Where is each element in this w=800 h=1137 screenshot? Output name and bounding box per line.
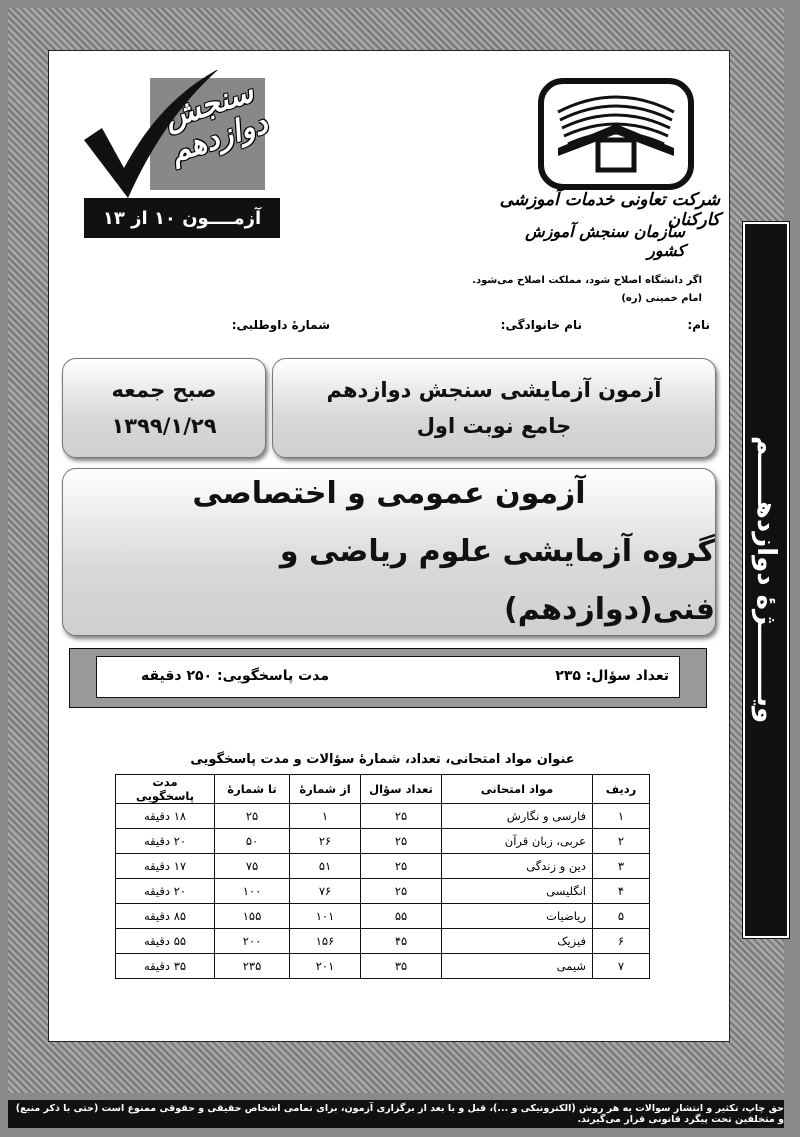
table-cell: ۲۰۱ bbox=[290, 954, 361, 979]
table-cell: عربی، زبان قرآن bbox=[442, 829, 593, 854]
table-cell: ۱ bbox=[290, 804, 361, 829]
subjects-table bbox=[115, 774, 650, 979]
exam-date-box bbox=[62, 358, 266, 458]
table-cell: فارسی و نگارش bbox=[442, 804, 593, 829]
col-row: ردیف bbox=[593, 775, 650, 804]
table-row bbox=[116, 904, 650, 929]
checkmark-icon bbox=[80, 70, 280, 200]
table-cell: ۱ bbox=[593, 804, 650, 829]
exam-title: آزمون آزمایشی سنجش دوازدهم bbox=[326, 378, 662, 402]
table-cell: ۲۰ دقیقه bbox=[116, 879, 215, 904]
table-cell: ۲۵ bbox=[361, 804, 442, 829]
table-cell: ۵ bbox=[593, 904, 650, 929]
table-cell: انگلیسی bbox=[442, 879, 593, 904]
exam-title-box bbox=[272, 358, 716, 458]
table-row bbox=[116, 804, 650, 829]
table-cell: ۱۷ دقیقه bbox=[116, 854, 215, 879]
col-from: از شمارهٔ bbox=[290, 775, 361, 804]
candidate-number-label: شمارهٔ داوطلبی: bbox=[231, 318, 330, 332]
table-cell: فیزیک bbox=[442, 929, 593, 954]
family-field-label: نام خانوادگی: bbox=[500, 318, 582, 332]
table-cell: ۳۵ bbox=[361, 954, 442, 979]
table-cell: ۴ bbox=[593, 879, 650, 904]
table-cell: ۱۵۵ bbox=[215, 904, 290, 929]
table-row bbox=[116, 854, 650, 879]
grade-banner-text: ویــــــــژهٔ دوازدهـــــم bbox=[751, 436, 781, 724]
table-cell: ۲۵ bbox=[361, 829, 442, 854]
table-cell: ۴۵ bbox=[361, 929, 442, 954]
exam-group-box bbox=[62, 468, 716, 636]
table-cell: ۲۵ bbox=[215, 804, 290, 829]
col-duration: مدت پاسخگویی bbox=[116, 775, 215, 804]
table-cell: ۳۵ دقیقه bbox=[116, 954, 215, 979]
organization-name: شرکت تعاونی خدمات آموزشی کارکنان bbox=[499, 190, 720, 230]
quote bbox=[440, 272, 702, 308]
table-caption: عنوان مواد امتحانی، تعداد، شمارهٔ سؤالات و مدت پاسخگویی bbox=[190, 752, 575, 767]
table-cell: دین و زندگی bbox=[442, 854, 593, 879]
col-count: تعداد سؤال bbox=[361, 775, 442, 804]
exam-subtitle: جامع نوبت اول bbox=[416, 414, 572, 438]
table-row bbox=[116, 954, 650, 979]
table-cell: ۱۵۶ bbox=[290, 929, 361, 954]
info-box bbox=[96, 656, 680, 698]
logo-title: سنجش دوازدهم bbox=[159, 74, 272, 170]
table-cell: ۱۰۱ bbox=[290, 904, 361, 929]
quote-author: امام خمینی (ره) bbox=[621, 293, 702, 304]
table-cell: ۱۸ دقیقه bbox=[116, 804, 215, 829]
candidate-fields bbox=[60, 318, 710, 338]
answer-duration: مدت پاسخگویی: ۲۵۰ دقیقه bbox=[140, 668, 329, 684]
table-cell: شیمی bbox=[442, 954, 593, 979]
table-cell: ۲۶ bbox=[290, 829, 361, 854]
exam-day: صبح جمعه bbox=[111, 378, 217, 402]
name-field-label: نام: bbox=[687, 318, 710, 332]
table-cell: ۲۵ bbox=[361, 879, 442, 904]
table-cell: ۵۵ bbox=[361, 904, 442, 929]
col-subject: مواد امتحانی bbox=[442, 775, 593, 804]
table-cell: ۸۵ دقیقه bbox=[116, 904, 215, 929]
exam-date: ۱۳۹۹/۱/۲۹ bbox=[111, 414, 217, 438]
quote-text: اگر دانشگاه اصلاح شود، مملکت اصلاح می‌شود. bbox=[472, 275, 702, 286]
table-cell: ۵۱ bbox=[290, 854, 361, 879]
table-cell: ۲۳۵ bbox=[215, 954, 290, 979]
table-row bbox=[116, 829, 650, 854]
table-cell: ریاضیات bbox=[442, 904, 593, 929]
table-cell: ۳ bbox=[593, 854, 650, 879]
copyright-footer: حق چاپ، تکثیر و انتشار سوالات به هر روش (الکترونیکی و ...)، قبل و با بعد از برگزاری آزمون، برای تمامی اشخاص حقیقی و حقوقی ممنوع است (حتی با ذکر منبع) و متخلفین تحت پیگرد قانونی قرار می‌گیرند. bbox=[8, 1100, 784, 1128]
exam-number-badge: آزمــــون ۱۰ از ۱۳ bbox=[84, 198, 280, 238]
table-row bbox=[116, 879, 650, 904]
table-cell: ۲ bbox=[593, 829, 650, 854]
organization-emblem-icon bbox=[538, 78, 694, 190]
exam-type: آزمون عمومی و اختصاصی bbox=[192, 476, 586, 511]
col-to: تا شمارهٔ bbox=[215, 775, 290, 804]
table-cell: ۱۰۰ bbox=[215, 879, 290, 904]
table-cell: ۲۵ bbox=[361, 854, 442, 879]
grade-banner bbox=[743, 222, 789, 938]
table-row bbox=[116, 929, 650, 954]
table-cell: ۶ bbox=[593, 929, 650, 954]
table-cell: ۵۵ دقیقه bbox=[116, 929, 215, 954]
table-header-row bbox=[116, 775, 650, 804]
table-cell: ۷۵ bbox=[215, 854, 290, 879]
exam-group: گروه آزمایشی علوم ریاضی و فنی(دوازدهم) bbox=[279, 534, 715, 627]
table-cell: ۷۶ bbox=[290, 879, 361, 904]
table-cell: ۵۰ bbox=[215, 829, 290, 854]
table-cell: ۲۰۰ bbox=[215, 929, 290, 954]
table-cell: ۷ bbox=[593, 954, 650, 979]
table-cell: ۲۰ دقیقه bbox=[116, 829, 215, 854]
question-count: تعداد سؤال: ۲۳۵ bbox=[555, 668, 669, 684]
organization-subname: سازمان سنجش آموزش کشور bbox=[525, 222, 685, 260]
